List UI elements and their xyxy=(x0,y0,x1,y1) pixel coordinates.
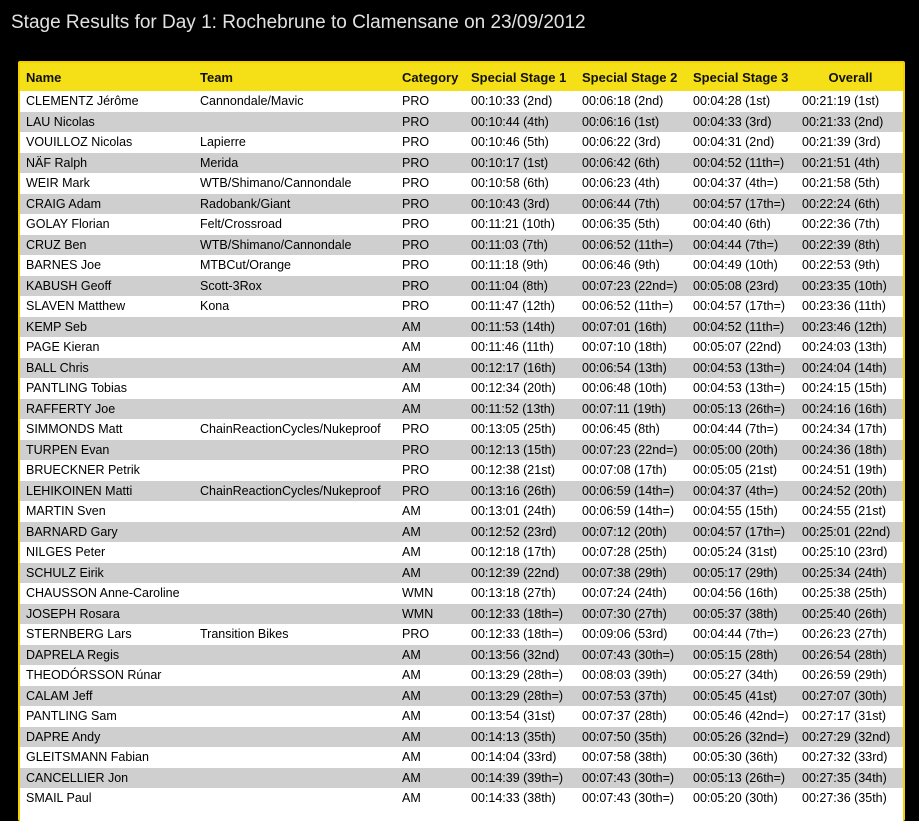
cell-stage-3: 00:04:40 (6th) xyxy=(693,217,771,232)
cell-stage-3: 00:04:53 (13th=) xyxy=(693,381,786,396)
cell-category: AM xyxy=(402,565,421,580)
cell-stage-2: 00:07:11 (19th) xyxy=(582,401,666,416)
cell-team xyxy=(194,645,396,666)
cell-overall: 00:24:04 (14th) xyxy=(802,360,887,375)
cell-team xyxy=(194,583,396,604)
header-special-stage-3[interactable]: Special Stage 3 xyxy=(693,69,789,85)
cell-overall: 00:27:07 (30th) xyxy=(802,688,887,703)
cell-team: Merida xyxy=(200,155,239,170)
cell-category: AM xyxy=(402,791,421,806)
cell-category: WMN xyxy=(402,606,434,621)
cell-stage-2: 00:06:46 (9th) xyxy=(582,258,660,273)
cell-stage-1: 00:11:04 (8th) xyxy=(471,278,548,293)
table-row xyxy=(20,727,903,748)
cell-category: PRO xyxy=(402,176,430,191)
cell-stage-3: 00:05:20 (30th) xyxy=(693,791,778,806)
cell-stage-1: 00:12:13 (15th) xyxy=(471,442,556,457)
cell-stage-1: 00:13:29 (28th=) xyxy=(471,668,564,683)
table-row xyxy=(20,563,903,584)
cell-name: GOLAY Florian xyxy=(26,217,110,232)
cell-stage-2: 00:07:43 (30th=) xyxy=(582,647,675,662)
cell-stage-1: 00:10:17 (1st) xyxy=(471,155,549,170)
table-row xyxy=(20,276,903,297)
table-row xyxy=(20,522,903,543)
cell-stage-3: 00:04:28 (1st) xyxy=(693,94,771,109)
cell-category: PRO xyxy=(402,483,430,498)
cell-stage-3: 00:04:31 (2nd) xyxy=(693,135,775,150)
cell-name: LAU Nicolas xyxy=(26,114,95,129)
cell-stage-3: 00:05:45 (41st) xyxy=(693,688,778,703)
cell-stage-3: 00:04:33 (3rd) xyxy=(693,114,772,129)
cell-name: BARNARD Gary xyxy=(26,524,118,539)
cell-stage-1: 00:12:52 (23rd) xyxy=(471,524,557,539)
cell-stage-1: 00:13:54 (31st) xyxy=(471,709,556,724)
cell-team xyxy=(194,337,396,358)
cell-stage-1: 00:14:39 (39th=) xyxy=(471,770,564,785)
cell-team xyxy=(194,542,396,563)
cell-stage-2: 00:07:53 (37th) xyxy=(582,688,667,703)
table-row xyxy=(20,337,903,358)
cell-overall: 00:25:01 (22nd) xyxy=(802,524,891,539)
cell-team: MTBCut/Orange xyxy=(200,258,292,273)
cell-team: WTB/Shimano/Cannondale xyxy=(200,237,352,252)
cell-stage-2: 00:07:43 (30th=) xyxy=(582,791,675,806)
cell-stage-1: 00:13:16 (26th) xyxy=(471,483,556,498)
cell-name: PANTLING Tobias xyxy=(26,381,127,396)
table-row xyxy=(20,173,903,194)
cell-team xyxy=(194,112,396,133)
cell-name: CLEMENTZ Jérôme xyxy=(26,94,139,109)
cell-team xyxy=(194,747,396,768)
cell-stage-2: 00:06:44 (7th) xyxy=(582,196,660,211)
cell-stage-3: 00:05:13 (26th=) xyxy=(693,770,786,785)
cell-name: JOSEPH Rosara xyxy=(26,606,120,621)
cell-category: PRO xyxy=(402,463,430,478)
cell-stage-1: 00:12:38 (21st) xyxy=(471,463,556,478)
cell-stage-2: 00:06:22 (3rd) xyxy=(582,135,661,150)
cell-stage-3: 00:05:46 (42nd=) xyxy=(693,709,789,724)
cell-category: PRO xyxy=(402,278,430,293)
cell-stage-1: 00:10:44 (4th) xyxy=(471,114,549,129)
cell-stage-2: 00:07:12 (20th) xyxy=(582,524,667,539)
header-name[interactable]: Name xyxy=(26,69,62,85)
cell-stage-3: 00:04:57 (17th=) xyxy=(693,299,786,314)
header-special-stage-1[interactable]: Special Stage 1 xyxy=(471,69,567,85)
cell-team: ChainReactionCycles/Nukeproof xyxy=(200,422,381,437)
cell-category: AM xyxy=(402,401,421,416)
cell-stage-2: 00:07:37 (28th) xyxy=(582,709,667,724)
cell-name: GLEITSMANN Fabian xyxy=(26,750,149,765)
table-row xyxy=(20,296,903,317)
cell-category: PRO xyxy=(402,196,430,211)
cell-overall: 00:26:23 (27th) xyxy=(802,627,887,642)
cell-name: PAGE Kieran xyxy=(26,340,100,355)
cell-stage-1: 00:12:18 (17th) xyxy=(471,545,556,560)
cell-team xyxy=(194,317,396,338)
cell-category: AM xyxy=(402,709,421,724)
cell-stage-2: 00:08:03 (39th) xyxy=(582,668,667,683)
cell-name: KABUSH Geoff xyxy=(26,278,112,293)
cell-stage-3: 00:04:37 (4th=) xyxy=(693,176,779,191)
cell-category: AM xyxy=(402,340,421,355)
cell-stage-3: 00:04:53 (13th=) xyxy=(693,360,786,375)
cell-name: SCHULZ Eirik xyxy=(26,565,104,580)
cell-overall: 00:27:32 (33rd) xyxy=(802,750,888,765)
cell-category: PRO xyxy=(402,217,430,232)
cell-stage-1: 00:11:53 (14th) xyxy=(471,319,555,334)
cell-name: PANTLING Sam xyxy=(26,709,117,724)
cell-category: AM xyxy=(402,319,421,334)
table-row xyxy=(20,624,903,645)
cell-overall: 00:26:54 (28th) xyxy=(802,647,887,662)
cell-category: AM xyxy=(402,504,421,519)
cell-stage-1: 00:11:52 (13th) xyxy=(471,401,555,416)
header-category[interactable]: Category xyxy=(402,69,459,85)
cell-overall: 00:25:40 (26th) xyxy=(802,606,887,621)
cell-team: Scott-3Rox xyxy=(200,278,262,293)
cell-name: DAPRE Andy xyxy=(26,729,101,744)
cell-stage-3: 00:05:37 (38th) xyxy=(693,606,778,621)
table-row xyxy=(20,481,903,502)
cell-category: PRO xyxy=(402,94,430,109)
cell-stage-2: 00:06:59 (14th=) xyxy=(582,504,675,519)
cell-overall: 00:24:52 (20th) xyxy=(802,483,887,498)
cell-name: SMAIL Paul xyxy=(26,791,92,806)
cell-name: VOUILLOZ Nicolas xyxy=(26,135,133,150)
cell-overall: 00:27:35 (34th) xyxy=(802,770,887,785)
table-row xyxy=(20,91,903,112)
cell-overall: 00:27:36 (35th) xyxy=(802,791,887,806)
table-row xyxy=(20,112,903,133)
cell-stage-2: 00:06:16 (1st) xyxy=(582,114,660,129)
cell-stage-2: 00:07:23 (22nd=) xyxy=(582,442,678,457)
table-row xyxy=(20,665,903,686)
cell-overall: 00:25:10 (23rd) xyxy=(802,545,888,560)
table-row xyxy=(20,645,903,666)
cell-stage-1: 00:13:29 (28th=) xyxy=(471,688,564,703)
cell-team: Kona xyxy=(200,299,230,314)
cell-stage-1: 00:10:43 (3rd) xyxy=(471,196,550,211)
cell-stage-3: 00:05:00 (20th) xyxy=(693,442,778,457)
cell-stage-2: 00:07:08 (17th) xyxy=(582,463,667,478)
cell-team xyxy=(194,522,396,543)
cell-stage-2: 00:07:24 (24th) xyxy=(582,586,667,601)
cell-name: TURPEN Evan xyxy=(26,442,110,457)
cell-stage-1: 00:10:58 (6th) xyxy=(471,176,549,191)
table-row xyxy=(20,132,903,153)
cell-overall: 00:24:03 (13th) xyxy=(802,340,887,355)
table-row xyxy=(20,214,903,235)
cell-stage-3: 00:04:44 (7th=) xyxy=(693,422,779,437)
table-row xyxy=(20,542,903,563)
cell-team xyxy=(194,768,396,789)
cell-stage-2: 00:06:52 (11th=) xyxy=(582,299,674,314)
cell-stage-2: 00:07:28 (25th) xyxy=(582,545,667,560)
cell-overall: 00:22:53 (9th) xyxy=(802,258,880,273)
cell-team: Lapierre xyxy=(200,135,246,150)
cell-team: WTB/Shimano/Cannondale xyxy=(200,176,352,191)
cell-category: AM xyxy=(402,545,421,560)
cell-overall: 00:23:46 (12th) xyxy=(802,319,887,334)
cell-category: PRO xyxy=(402,627,430,642)
cell-stage-3: 00:04:55 (15th) xyxy=(693,504,778,519)
cell-stage-2: 00:07:30 (27th) xyxy=(582,606,667,621)
cell-stage-2: 00:06:48 (10th) xyxy=(582,381,667,396)
cell-overall: 00:22:39 (8th) xyxy=(802,237,880,252)
cell-overall: 00:22:36 (7th) xyxy=(802,217,880,232)
cell-team xyxy=(194,563,396,584)
cell-overall: 00:24:55 (21st) xyxy=(802,504,887,519)
table-row xyxy=(20,501,903,522)
table-row xyxy=(20,317,903,338)
cell-team xyxy=(194,686,396,707)
cell-overall: 00:21:19 (1st) xyxy=(802,94,880,109)
cell-stage-1: 00:14:04 (33rd) xyxy=(471,750,557,765)
cell-category: AM xyxy=(402,688,421,703)
cell-stage-2: 00:06:54 (13th) xyxy=(582,360,667,375)
cell-overall: 00:23:36 (11th) xyxy=(802,299,886,314)
cell-stage-3: 00:05:30 (36th) xyxy=(693,750,778,765)
cell-overall: 00:26:59 (29th) xyxy=(802,668,887,683)
cell-stage-3: 00:05:13 (26th=) xyxy=(693,401,786,416)
cell-stage-3: 00:05:05 (21st) xyxy=(693,463,778,478)
cell-name: BALL Chris xyxy=(26,360,89,375)
results-table-body xyxy=(20,91,903,809)
cell-stage-2: 00:06:52 (11th=) xyxy=(582,237,674,252)
cell-stage-1: 00:12:17 (16th) xyxy=(471,360,556,375)
cell-team xyxy=(194,604,396,625)
cell-stage-2: 00:07:43 (30th=) xyxy=(582,770,675,785)
cell-name: BARNES Joe xyxy=(26,258,102,273)
cell-overall: 00:24:16 (16th) xyxy=(802,401,887,416)
cell-name: CRAIG Adam xyxy=(26,196,102,211)
cell-stage-1: 00:11:18 (9th) xyxy=(471,258,548,273)
cell-stage-2: 00:09:06 (53rd) xyxy=(582,627,668,642)
table-row xyxy=(20,706,903,727)
cell-category: PRO xyxy=(402,155,430,170)
cell-category: PRO xyxy=(402,299,430,314)
cell-team xyxy=(194,665,396,686)
cell-stage-1: 00:13:18 (27th) xyxy=(471,586,556,601)
cell-stage-2: 00:06:35 (5th) xyxy=(582,217,660,232)
cell-stage-3: 00:05:08 (23rd) xyxy=(693,278,779,293)
table-row xyxy=(20,194,903,215)
cell-overall: 00:27:17 (31st) xyxy=(802,709,887,724)
cell-team xyxy=(194,440,396,461)
cell-category: AM xyxy=(402,770,421,785)
table-row xyxy=(20,235,903,256)
cell-stage-3: 00:04:57 (17th=) xyxy=(693,524,786,539)
cell-stage-3: 00:04:52 (11th=) xyxy=(693,155,785,170)
cell-stage-2: 00:06:23 (4th) xyxy=(582,176,660,191)
cell-team xyxy=(194,788,396,809)
cell-category: WMN xyxy=(402,586,434,601)
cell-stage-1: 00:12:33 (18th=) xyxy=(471,627,564,642)
cell-stage-3: 00:05:07 (22nd) xyxy=(693,340,782,355)
cell-stage-3: 00:05:26 (32nd=) xyxy=(693,729,789,744)
table-row xyxy=(20,604,903,625)
cell-stage-3: 00:04:52 (11th=) xyxy=(693,319,785,334)
cell-name: NÄF Ralph xyxy=(26,155,88,170)
results-table-frame xyxy=(18,61,905,821)
cell-stage-1: 00:12:33 (18th=) xyxy=(471,606,564,621)
cell-name: CALAM Jeff xyxy=(26,688,93,703)
cell-name: RAFFERTY Joe xyxy=(26,401,116,416)
cell-category: PRO xyxy=(402,442,430,457)
cell-stage-3: 00:04:37 (4th=) xyxy=(693,483,779,498)
cell-overall: 00:24:15 (15th) xyxy=(802,381,887,396)
cell-stage-3: 00:04:57 (17th=) xyxy=(693,196,786,211)
cell-overall: 00:21:39 (3rd) xyxy=(802,135,881,150)
table-row xyxy=(20,378,903,399)
cell-stage-1: 00:13:05 (25th) xyxy=(471,422,556,437)
cell-name: DAPRELA Regis xyxy=(26,647,120,662)
cell-stage-3: 00:04:56 (16th) xyxy=(693,586,778,601)
table-row xyxy=(20,460,903,481)
table-row xyxy=(20,583,903,604)
cell-overall: 00:25:34 (24th) xyxy=(802,565,887,580)
cell-category: PRO xyxy=(402,237,430,252)
cell-team: Cannondale/Mavic xyxy=(200,94,304,109)
cell-overall: 00:25:38 (25th) xyxy=(802,586,887,601)
cell-stage-1: 00:11:21 (10th) xyxy=(471,217,555,232)
cell-team xyxy=(194,501,396,522)
cell-name: SIMMONDS Matt xyxy=(26,422,123,437)
cell-overall: 00:21:51 (4th) xyxy=(802,155,880,170)
cell-stage-1: 00:10:46 (5th) xyxy=(471,135,549,150)
cell-stage-1: 00:11:03 (7th) xyxy=(471,237,548,252)
cell-name: THEODÓRSSON Rúnar xyxy=(26,668,162,683)
cell-category: AM xyxy=(402,729,421,744)
results-table-container xyxy=(20,63,903,821)
cell-category: PRO xyxy=(402,422,430,437)
cell-stage-3: 00:05:15 (28th) xyxy=(693,647,778,662)
cell-stage-2: 00:06:45 (8th) xyxy=(582,422,660,437)
cell-stage-2: 00:07:38 (29th) xyxy=(582,565,667,580)
cell-stage-1: 00:10:33 (2nd) xyxy=(471,94,553,109)
cell-stage-1: 00:12:34 (20th) xyxy=(471,381,556,396)
cell-overall: 00:24:51 (19th) xyxy=(802,463,887,478)
cell-name: NILGES Peter xyxy=(26,545,106,560)
cell-stage-3: 00:05:17 (29th) xyxy=(693,565,778,580)
cell-team xyxy=(194,399,396,420)
cell-stage-1: 00:11:47 (12th) xyxy=(471,299,555,314)
table-row xyxy=(20,153,903,174)
cell-team xyxy=(194,378,396,399)
table-row xyxy=(20,788,903,809)
cell-stage-2: 00:07:50 (35th) xyxy=(582,729,667,744)
cell-overall: 00:22:24 (6th) xyxy=(802,196,880,211)
cell-category: AM xyxy=(402,381,421,396)
table-row xyxy=(20,686,903,707)
cell-category: PRO xyxy=(402,258,430,273)
table-row xyxy=(20,747,903,768)
cell-stage-3: 00:05:27 (34th) xyxy=(693,668,778,683)
cell-stage-1: 00:11:46 (11th) xyxy=(471,340,554,355)
cell-stage-1: 00:14:13 (35th) xyxy=(471,729,556,744)
cell-category: AM xyxy=(402,360,421,375)
cell-name: KEMP Seb xyxy=(26,319,87,334)
table-row xyxy=(20,419,903,440)
cell-team: Radobank/Giant xyxy=(200,196,291,211)
header-overall[interactable]: Overall xyxy=(828,69,873,85)
cell-stage-2: 00:06:42 (6th) xyxy=(582,155,660,170)
cell-name: BRUECKNER Petrik xyxy=(26,463,140,478)
table-row xyxy=(20,358,903,379)
cell-category: AM xyxy=(402,524,421,539)
cell-category: AM xyxy=(402,647,421,662)
cell-name: MARTIN Sven xyxy=(26,504,106,519)
cell-category: PRO xyxy=(402,114,430,129)
cell-stage-3: 00:04:49 (10th) xyxy=(693,258,778,273)
cell-overall: 00:21:33 (2nd) xyxy=(802,114,884,129)
cell-category: AM xyxy=(402,750,421,765)
cell-stage-2: 00:07:58 (38th) xyxy=(582,750,667,765)
table-row xyxy=(20,440,903,461)
cell-team: Felt/Crossroad xyxy=(200,217,282,232)
cell-stage-2: 00:06:18 (2nd) xyxy=(582,94,664,109)
cell-team xyxy=(194,460,396,481)
cell-stage-2: 00:07:01 (16th) xyxy=(582,319,667,334)
cell-stage-1: 00:12:39 (22nd) xyxy=(471,565,560,580)
table-row xyxy=(20,255,903,276)
cell-stage-1: 00:14:33 (38th) xyxy=(471,791,556,806)
cell-name: SLAVEN Matthew xyxy=(26,299,126,314)
cell-name: LEHIKOINEN Matti xyxy=(26,483,133,498)
cell-team: ChainReactionCycles/Nukeproof xyxy=(200,483,381,498)
cell-overall: 00:24:36 (18th) xyxy=(802,442,887,457)
cell-overall: 00:27:29 (32nd) xyxy=(802,729,891,744)
cell-name: CRUZ Ben xyxy=(26,237,87,252)
cell-name: CANCELLIER Jon xyxy=(26,770,129,785)
cell-stage-3: 00:04:44 (7th=) xyxy=(693,237,779,252)
cell-stage-2: 00:07:10 (18th) xyxy=(582,340,667,355)
cell-team xyxy=(194,706,396,727)
page-title: Stage Results for Day 1: Rochebrune to Clamensane on 23/09/2012 xyxy=(11,12,586,33)
cell-overall: 00:21:58 (5th) xyxy=(802,176,880,191)
cell-overall: 00:23:35 (10th) xyxy=(802,278,887,293)
cell-stage-2: 00:06:59 (14th=) xyxy=(582,483,675,498)
cell-name: STERNBERG Lars xyxy=(26,627,132,642)
table-row xyxy=(20,768,903,789)
cell-name: CHAUSSON Anne-Caroline xyxy=(26,586,180,601)
cell-stage-1: 00:13:56 (32nd) xyxy=(471,647,560,662)
table-row xyxy=(20,399,903,420)
header-special-stage-2[interactable]: Special Stage 2 xyxy=(582,69,678,85)
results-table xyxy=(20,63,903,809)
cell-stage-1: 00:13:01 (24th) xyxy=(471,504,556,519)
cell-category: PRO xyxy=(402,135,430,150)
cell-team xyxy=(194,358,396,379)
cell-stage-2: 00:07:23 (22nd=) xyxy=(582,278,678,293)
cell-stage-3: 00:04:44 (7th=) xyxy=(693,627,779,642)
cell-team xyxy=(194,727,396,748)
cell-team: Transition Bikes xyxy=(200,627,289,642)
header-team[interactable]: Team xyxy=(200,69,233,85)
table-header-row xyxy=(20,63,903,91)
cell-category: AM xyxy=(402,668,421,683)
cell-stage-3: 00:05:24 (31st) xyxy=(693,545,778,560)
cell-overall: 00:24:34 (17th) xyxy=(802,422,887,437)
cell-name: WEIR Mark xyxy=(26,176,90,191)
